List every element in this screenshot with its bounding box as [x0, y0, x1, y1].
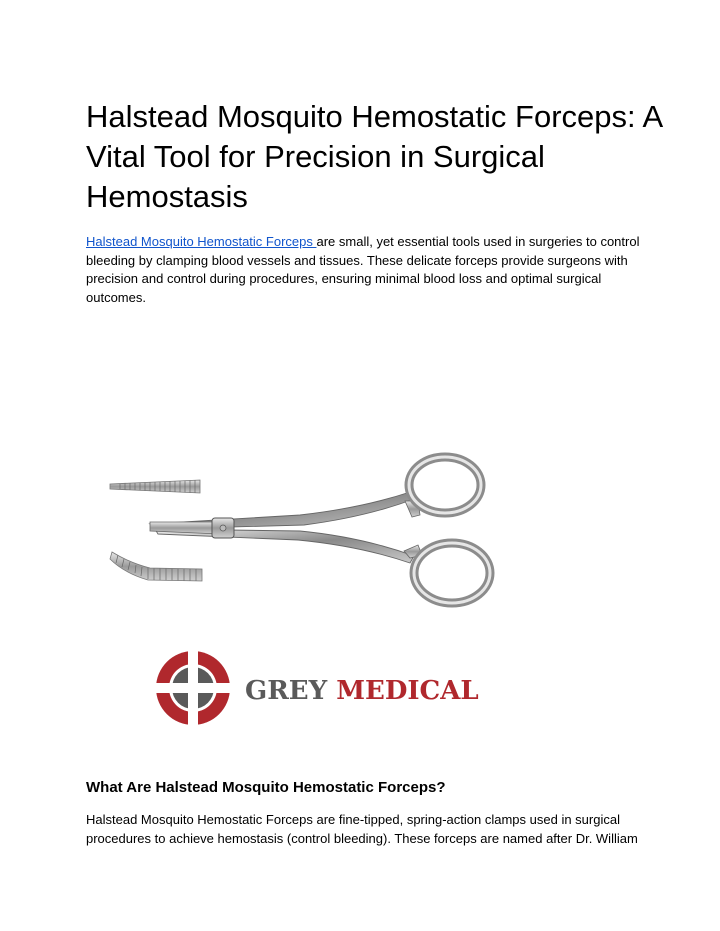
intro-paragraph [86, 233, 646, 307]
logo-text: GREY MEDICAL [245, 676, 479, 706]
grey-medical-logo [155, 650, 479, 726]
product-image [100, 445, 520, 735]
page-title: Halstead Mosquito Hemostatic Forceps: A Vital Tool for Precision in Surgical Hemostasis [86, 99, 662, 214]
straight-jaw-detail [110, 480, 200, 493]
curved-jaw-detail [110, 552, 202, 581]
product-link[interactable]: Halstead Mosquito Hemostatic Forceps [86, 234, 317, 249]
section-heading: What Are Halstead Mosquito Hemostatic Forceps? [86, 779, 446, 796]
section-paragraph: Halstead Mosquito Hemostatic Forceps are fine-tipped, spring-action clamps used in surgical procedures to achieve hemostasis (control bleeding). These forceps are named after Dr. William [86, 812, 638, 846]
forceps-illustration [100, 445, 520, 735]
intro-text: are small, yet essential tools used in surgeries to control bleeding by clamping blood vessels and tissues. These delicate forceps provide surgeons with precision and control during procedures, ensuring minimal blood loss and optimal surgical outcomes. [86, 234, 640, 305]
